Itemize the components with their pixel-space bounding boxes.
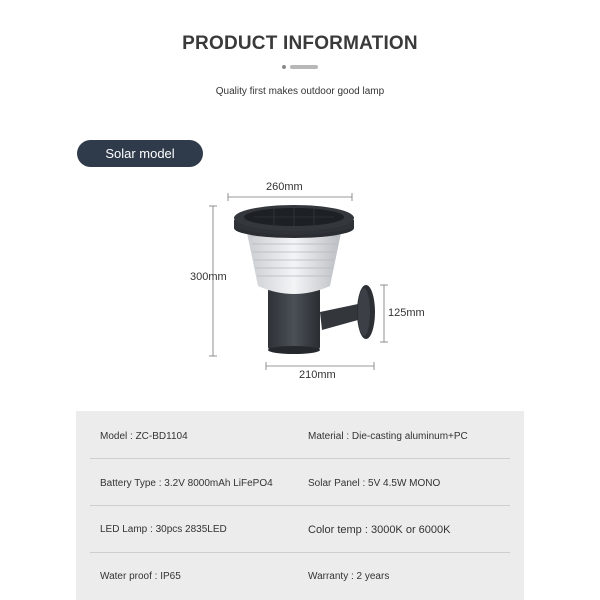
spec-row	[90, 461, 510, 507]
spec-color-temp: Color temp : 3000K or 6000K	[308, 524, 451, 536]
spec-material: Material : Die-casting aluminum+PC	[308, 431, 468, 442]
spec-solar-panel: Solar Panel : 5V 4.5W MONO	[308, 478, 441, 489]
spec-waterproof: Water proof : IP65	[100, 571, 181, 582]
solar-cap	[234, 205, 354, 238]
decoration-dot	[282, 65, 286, 69]
spec-row	[90, 554, 510, 600]
dimension-width-bottom: 210mm	[299, 369, 336, 381]
dimension-line-bracket	[380, 285, 388, 342]
spec-divider	[90, 458, 510, 459]
section-badge: Solar model	[77, 140, 203, 167]
dimension-height: 300mm	[190, 271, 227, 283]
decoration-bar	[290, 65, 318, 69]
lamp-post	[268, 288, 320, 350]
spec-table	[76, 411, 524, 600]
spec-model: Model : ZC-BD1104	[100, 431, 188, 442]
spec-led: LED Lamp : 30pcs 2835LED	[100, 524, 227, 535]
dimension-bracket: 125mm	[388, 307, 425, 319]
wall-bracket	[320, 285, 375, 339]
title-decoration	[282, 65, 318, 69]
page-title: PRODUCT INFORMATION	[182, 33, 418, 54]
spec-divider	[90, 505, 510, 506]
spec-warranty: Warranty : 2 years	[308, 571, 390, 582]
spec-row	[90, 507, 510, 553]
spec-divider	[90, 552, 510, 553]
spec-battery: Battery Type : 3.2V 8000mAh LiFePO4	[100, 478, 273, 489]
dimension-line-top	[228, 193, 352, 201]
dimension-width-top: 260mm	[266, 181, 303, 193]
spec-row	[90, 414, 510, 460]
page-subtitle: Quality first makes outdoor good lamp	[215, 86, 385, 97]
